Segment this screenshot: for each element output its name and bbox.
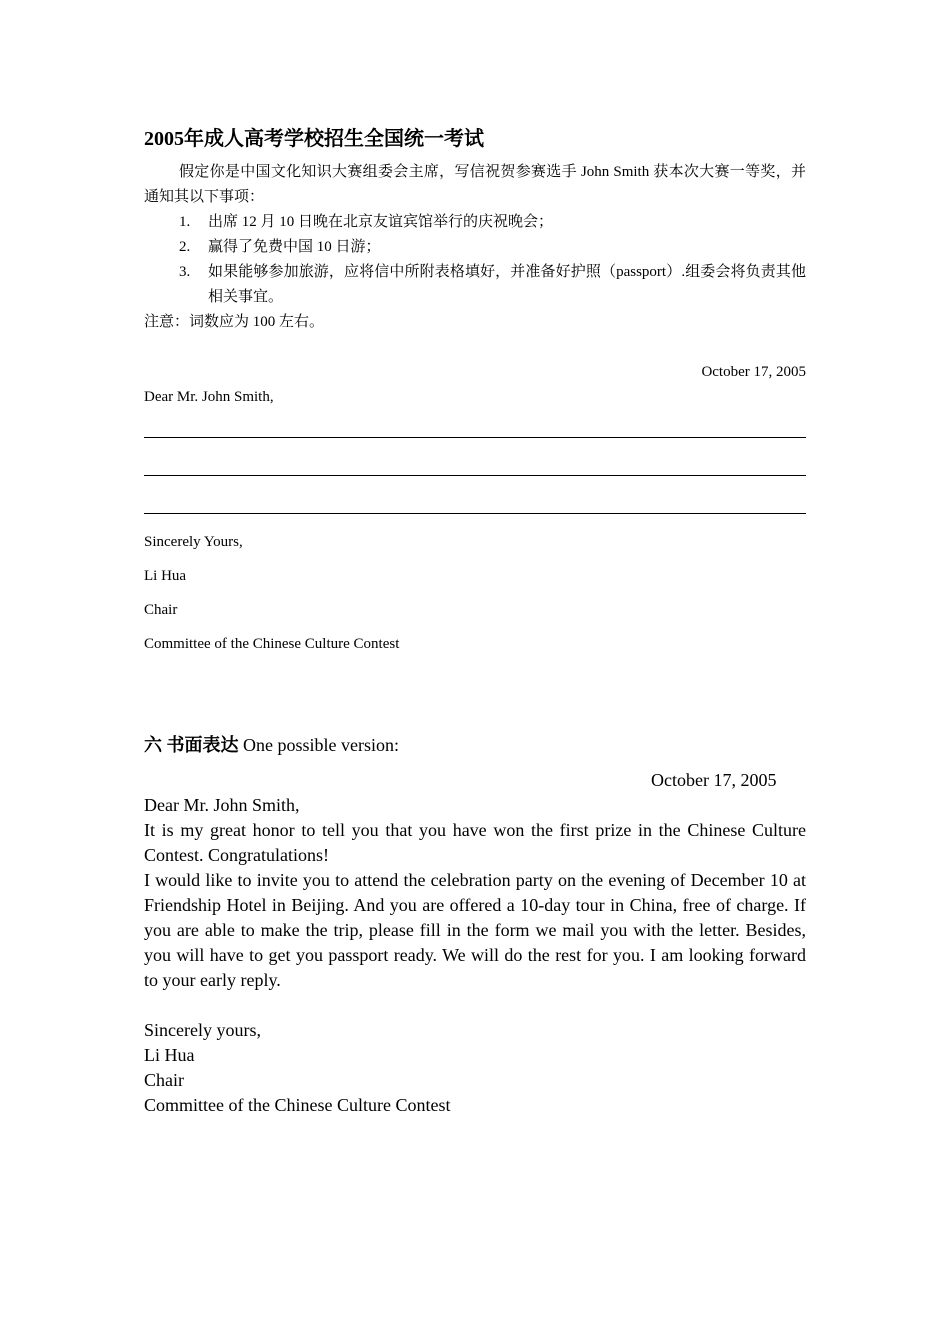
task-text: 如果能够参加旅游，应将信中所附表格填好，并准备好护照（passport）.组委会将负责其他相关事宜。 (208, 264, 806, 305)
exam-title: 2005年成人高考学校招生全国统一考试 (144, 128, 484, 150)
section-label: 书面表达 (166, 735, 239, 755)
template-signer-name: Li Hua (144, 568, 187, 584)
answer-paragraph: It is my great honor to tell you that you have won the first prize in the Chinese Culture Contest. Congratulations! (144, 820, 806, 865)
model-answer (144, 793, 806, 1118)
answer-blank-line (144, 513, 806, 514)
section-number: 六 (144, 735, 162, 755)
answer-greeting: Dear Mr. John Smith, (144, 795, 300, 815)
task-number: 1. (179, 214, 191, 230)
task-text: 出席 12 月 10 日晚在北京友谊宾馆举行的庆祝晚会； (208, 214, 554, 230)
answer-blank-line (144, 437, 806, 438)
task-item (179, 260, 806, 310)
task-number: 3. (179, 264, 191, 280)
template-date: October 17, 2005 (701, 364, 806, 380)
answer-blank-line (144, 475, 806, 476)
paragraph-spacer (144, 993, 806, 1018)
answer-paragraph: I would like to invite you to attend the celebration party on the evening of December 10 at Friendship Hotel in Beijing. And you are offered a 10-day tour in China, free of charge. If you are able to make the trip, please fill in the form we mail you with the letter. Besides, you will have to get you passport ready. We will do the rest for you. I am looking forward to your early reply. (144, 870, 806, 990)
task-number: 2. (179, 239, 191, 255)
answer-signer-org: Committee of the Chinese Culture Contest (144, 1095, 451, 1115)
task-item (179, 235, 806, 260)
template-closing: Sincerely Yours, (144, 534, 243, 550)
answer-signer-role: Chair (144, 1070, 184, 1090)
writing-prompt: 假定你是中国文化知识大赛组委会主席，写信祝贺参赛选手 John Smith 获本次大赛一等奖，并通知其以下事项： (144, 164, 806, 205)
template-signer-role: Chair (144, 602, 178, 618)
answer-date: October 17, 2005 (651, 770, 777, 790)
answer-signer-name: Li Hua (144, 1045, 195, 1065)
section-subtitle: One possible version: (243, 735, 399, 755)
task-list (179, 210, 806, 310)
template-signer-org: Committee of the Chinese Culture Contest (144, 636, 400, 652)
word-count-note: 注意：词数应为 100 左右。 (144, 314, 325, 330)
task-text: 赢得了免费中国 10 日游； (208, 239, 381, 255)
template-greeting: Dear Mr. John Smith, (144, 389, 274, 405)
task-item (179, 210, 806, 235)
section-heading (144, 733, 399, 758)
answer-closing: Sincerely yours, (144, 1020, 261, 1040)
